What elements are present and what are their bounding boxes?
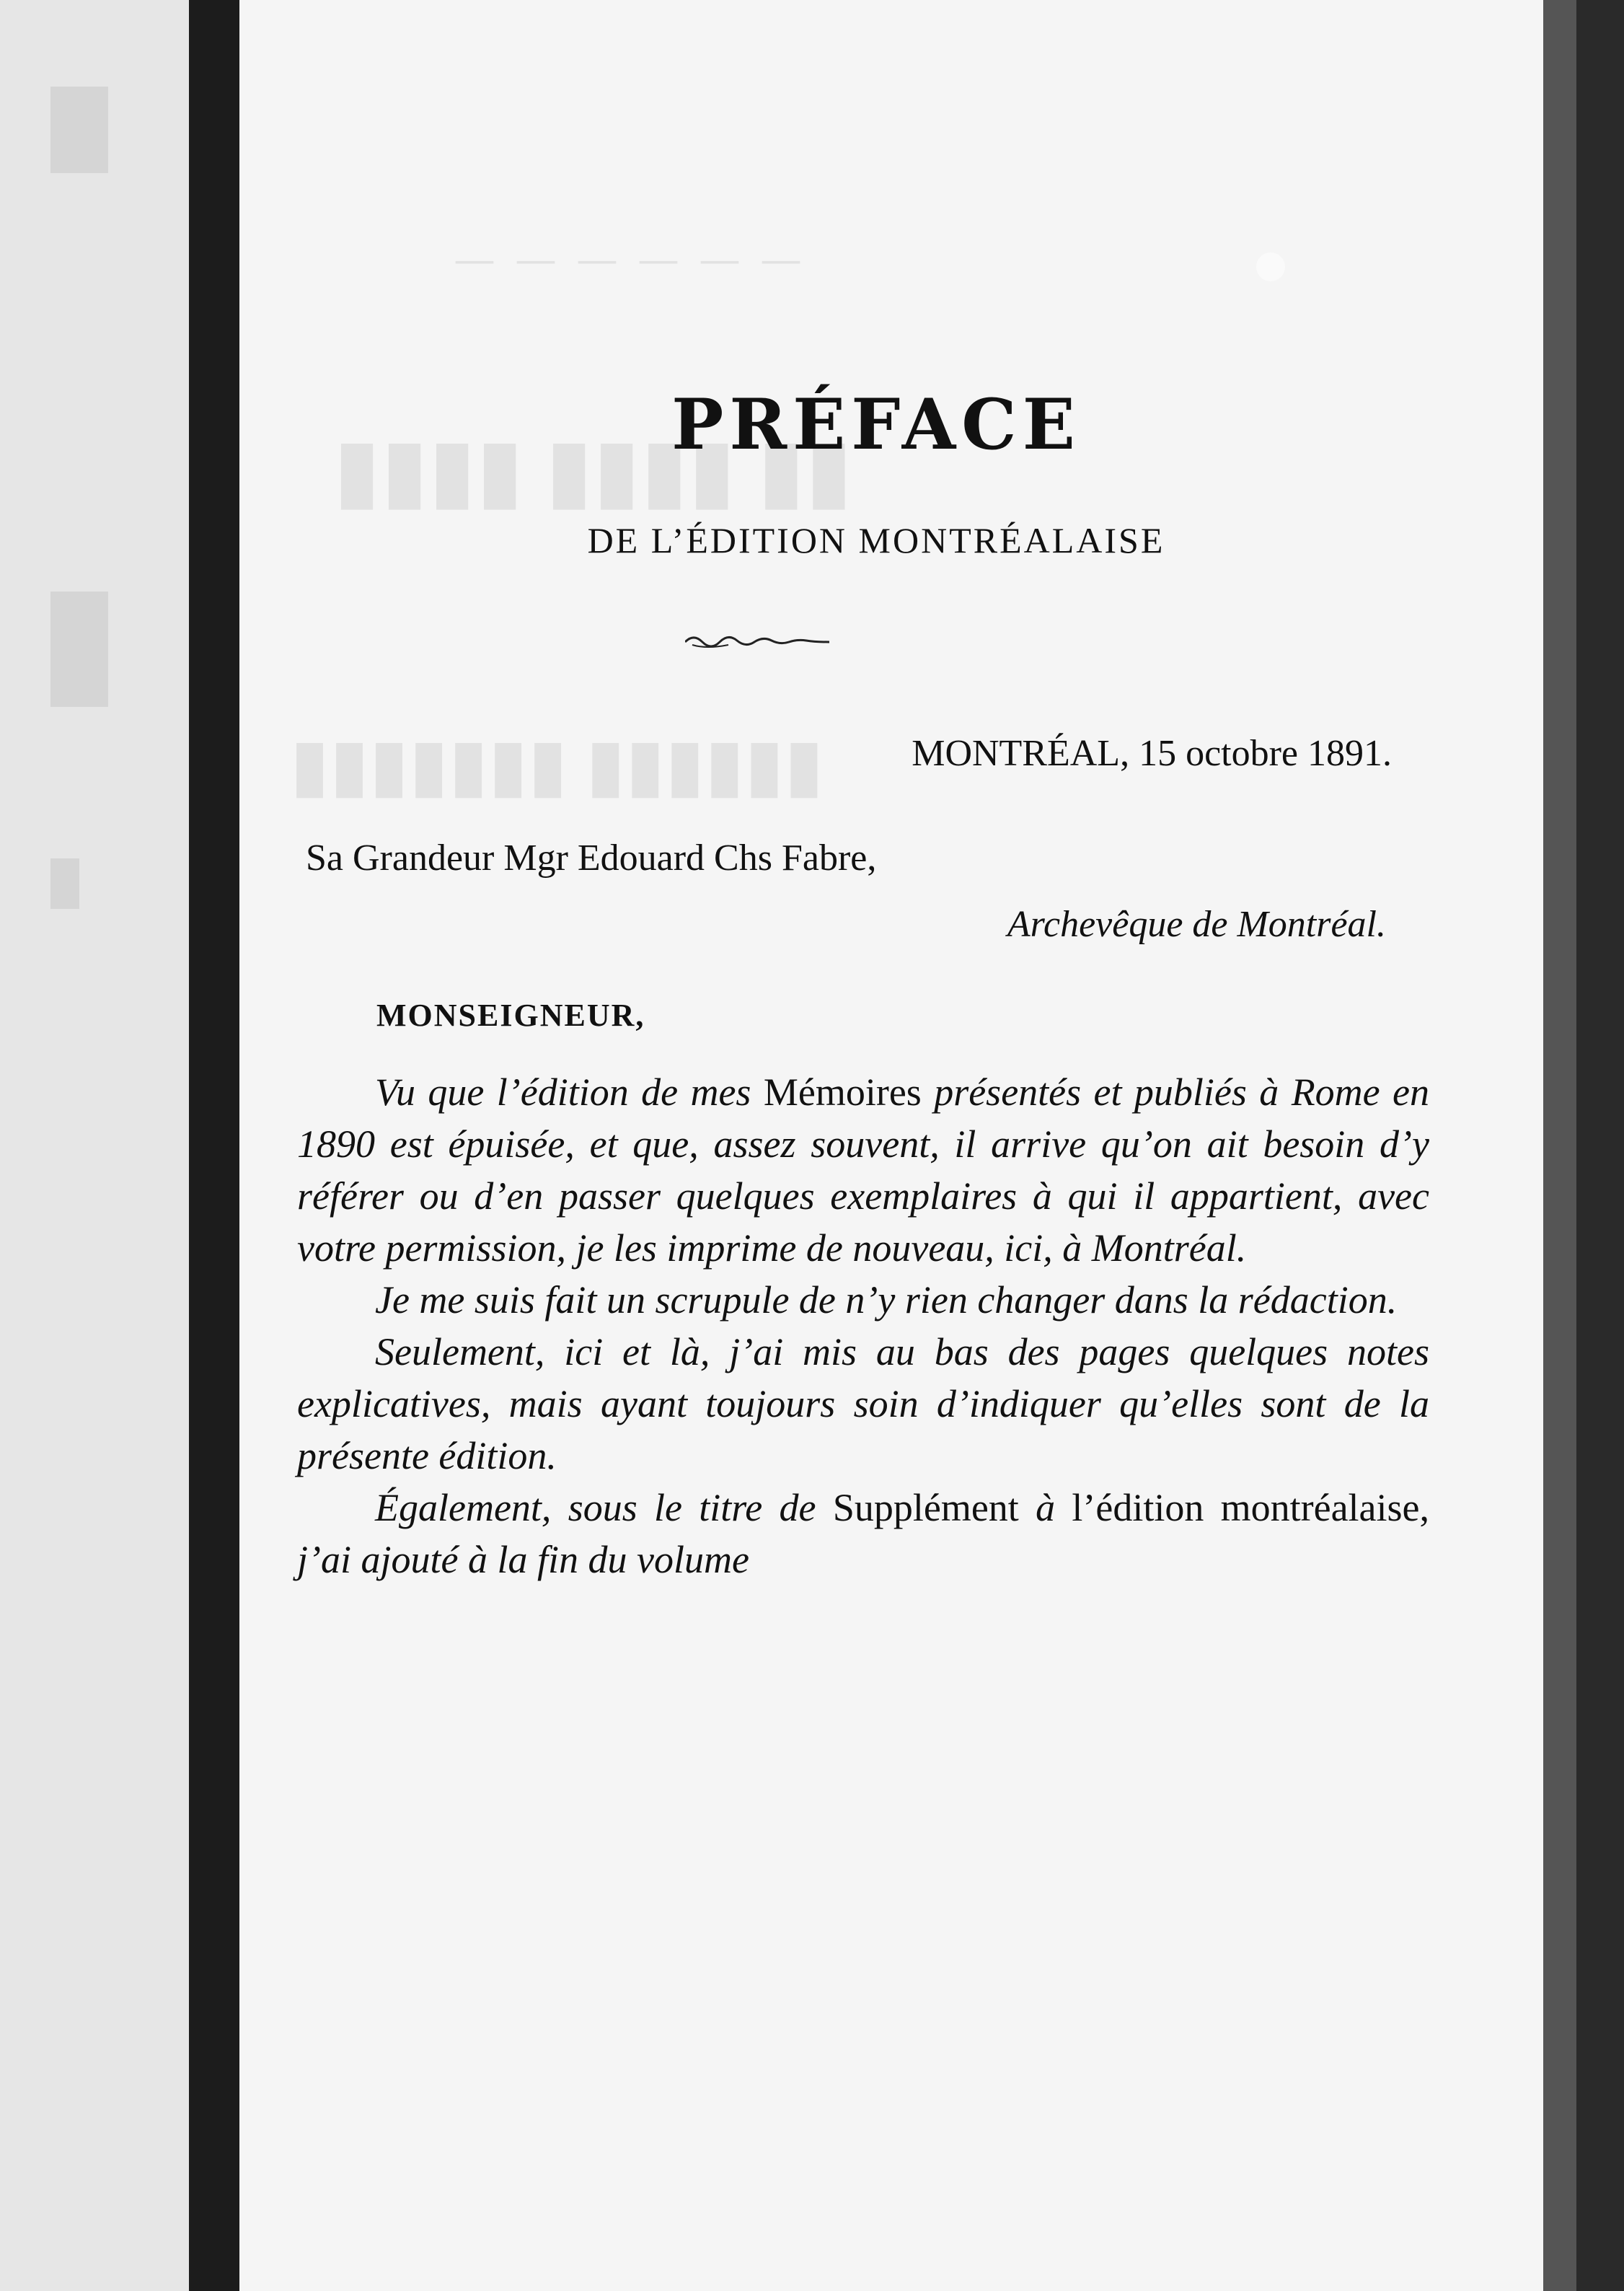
paragraph-text: présentés et publiés à Rome en 1890 est épuisée, et que, assez souvent, il arrive qu’on ait besoin d’y référer ou d’en passer quelques exemplaires à qui il appartient, avec votre permission, je les imprime de nouveau, ici, à Montréal. (297, 1070, 1430, 1270)
preface-body (297, 1066, 1429, 1586)
left-page-bleed-mark (50, 87, 108, 173)
page-edge-inner (1543, 0, 1576, 2291)
page-title: PRÉFACE (671, 384, 1081, 465)
left-facing-page (0, 0, 189, 2291)
paragraph-text: j’ai ajouté à la fin du volume (297, 1538, 749, 1581)
paper-speck (1256, 252, 1285, 281)
paragraph-text: Supplément (832, 1486, 1019, 1529)
preface-page (239, 0, 1543, 2291)
addressee-title: Archevêque de Montréal. (1007, 904, 1386, 945)
left-page-bleed-mark (50, 592, 108, 707)
book-gutter (189, 0, 239, 2291)
paragraph (297, 1482, 1429, 1586)
paragraph-text: l’édition montréalaise, (1072, 1486, 1430, 1529)
left-page-bleed-mark (50, 858, 79, 909)
addressee-name: Sa Grandeur Mgr Edouard Chs Fabre, (306, 837, 877, 879)
show-through-text: ▮▮▮▮▮▮▮ ▮▮▮▮▮▮ (290, 725, 824, 805)
date-line: MONTRÉAL, 15 octobre 1891. (912, 733, 1392, 774)
page-subtitle: DE L’ÉDITION MONTRÉALAISE (587, 520, 1165, 560)
wavy-rule-icon (685, 626, 829, 655)
show-through-text: — — — — — — (456, 239, 807, 280)
paragraph (297, 1274, 1429, 1326)
paragraph-text: Vu que l’édition de mes (375, 1070, 764, 1114)
paragraph (297, 1066, 1429, 1274)
paragraph-text: Seulement, ici et là, j’ai mis au bas des pages quelques notes explicatives, mais ayant toujours soin d’indiquer qu’elles sont de la présente édition. (297, 1330, 1429, 1477)
salutation: MONSEIGNEUR, (376, 998, 645, 1033)
paragraph-text: Je me suis fait un scrupule de n’y rien changer dans la rédaction. (375, 1278, 1398, 1322)
paragraph-text: Également, sous le titre de (375, 1486, 833, 1529)
paragraph-text: à (1018, 1486, 1072, 1529)
paragraph-text: Mémoires (763, 1070, 922, 1114)
show-through-text: ▮▮▮▮ ▮▮▮▮ ▮▮ (333, 422, 853, 518)
page-edge-strip (1543, 0, 1624, 2291)
paragraph (297, 1326, 1429, 1482)
